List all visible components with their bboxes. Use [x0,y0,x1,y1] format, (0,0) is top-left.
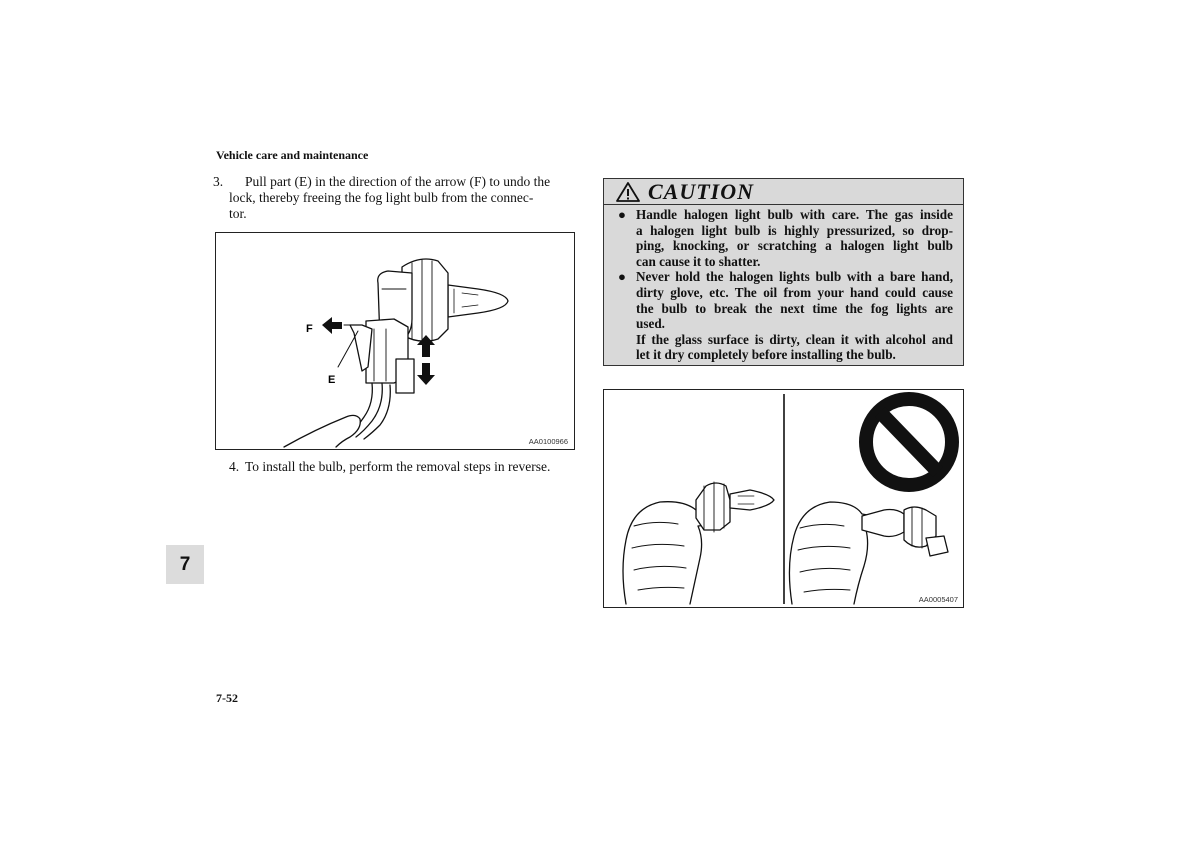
figure-code: AA0005407 [918,595,958,604]
fog-light-removal-figure [215,232,575,450]
caution-item-2-line: used. [636,316,665,332]
caution-item-1-line: Handle halogen light bulb with care. The gas inside [636,207,953,222]
caution-item-2-line: the bulb to break the next time the fog lights are [636,300,953,316]
caution-item-2-line: If the glass surface is dirty, clean it with alcohol and [636,331,953,347]
arrow-f-icon [322,317,342,334]
page-number: 7-52 [216,691,238,705]
caution-item-2-line: dirty glove, etc. The oil from your hand could cause [636,284,953,300]
step-4-number: 4. [229,459,240,474]
bulb-handling-figure [603,389,964,608]
caution-box [603,178,964,366]
arrow-down-icon [417,363,435,385]
chapter-tab: 7 [166,545,204,584]
bullet-icon: ● [618,207,626,222]
caution-item-1-line: can cause it to shatter. [636,253,761,269]
step-4 [229,459,576,475]
section-header: Vehicle care and maintenance [216,148,369,162]
prohibition-icon [866,399,952,485]
caution-item-2-line: let it dry completely before installing the bulb. [636,347,896,363]
step-3-number: 3. [213,174,224,189]
caution-item-2-line: Never hold the halogen lights bulb with a bare hand, [636,269,953,285]
step-3-line-1: 3. Pull part (E) in the direction of the arrow (F) to undo the [213,174,551,189]
warning-triangle-icon [616,182,640,202]
caution-title: CAUTION [648,179,755,204]
bulb-handling-illustration [604,390,963,607]
caution-item-1 [616,207,953,269]
caution-item-2 [616,269,953,363]
caution-item-1-line: a halogen light bulb is highly pressurized, so drop- [636,222,953,238]
step-3-line-3: tor. [229,206,247,221]
step-3-line-2: lock, thereby freeing the fog light bulb from the connec- [229,190,534,205]
figure-code: AA0100966 [528,437,568,446]
caution-body [604,205,963,363]
step-3 [213,174,576,222]
label-f: F [306,323,313,335]
caution-item-1-line: ping, knocking, or scratching a halogen light bulb [636,238,953,254]
fog-light-bulb-illustration [216,233,574,449]
step-4-text: To install the bulb, perform the removal steps in reverse. [245,459,551,474]
label-e: E [328,374,336,386]
caution-header [604,179,963,205]
bullet-icon: ● [618,269,626,285]
